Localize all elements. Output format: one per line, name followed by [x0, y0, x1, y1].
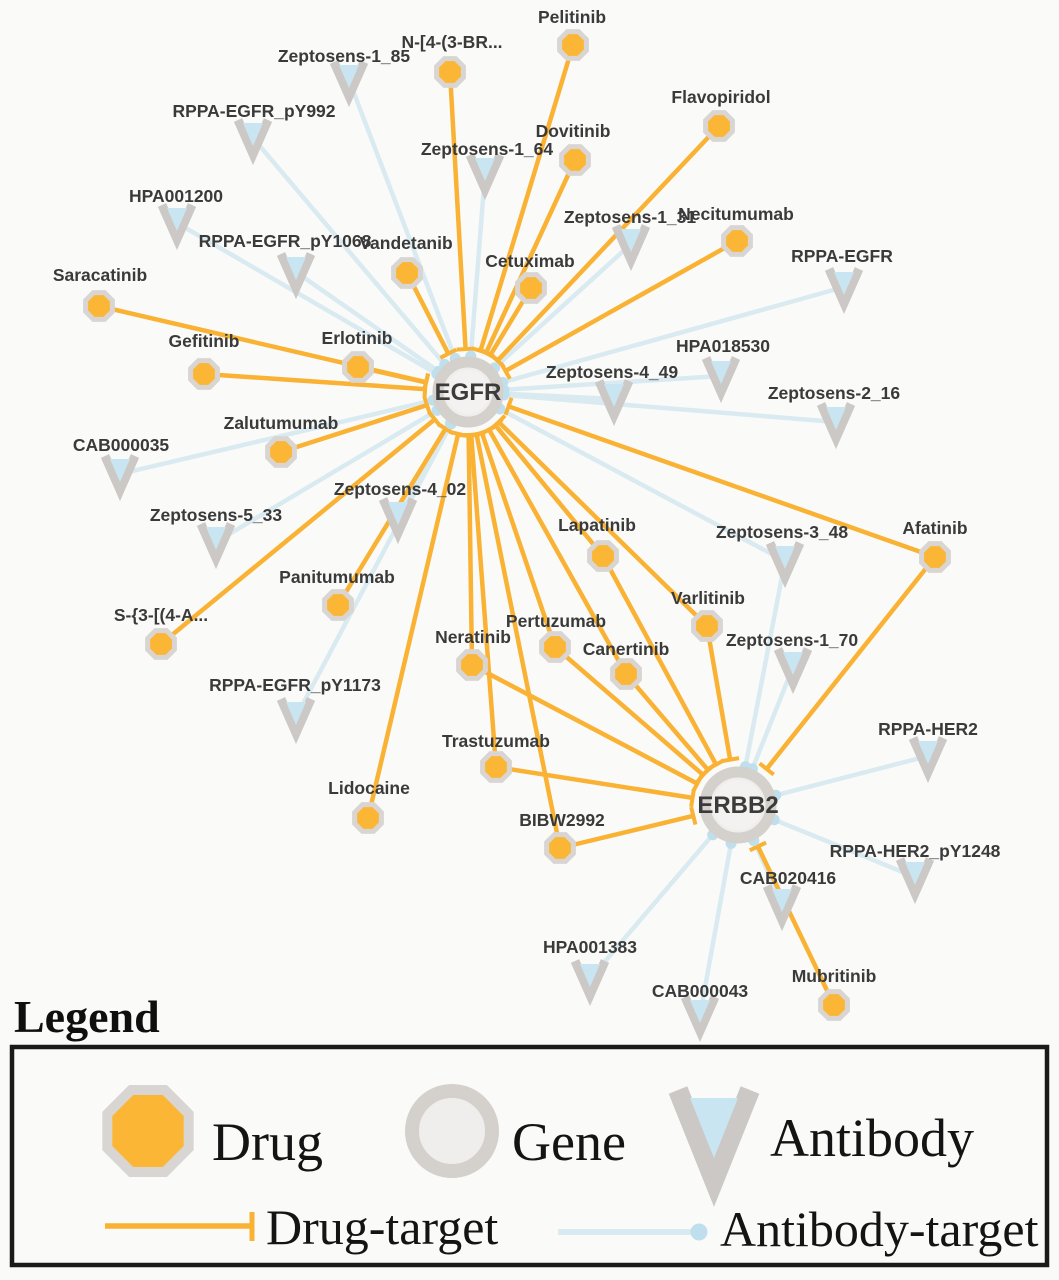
erlotinib-label: Erlotinib — [321, 328, 393, 348]
rppa_egfr_py1068-label: RPPA-EGFR_pY1068 — [198, 231, 372, 251]
legend-antibody-label: Antibody — [770, 1108, 975, 1168]
zeptosens_1_64-label: Zeptosens-1_64 — [420, 139, 554, 159]
node-flavopiridol — [706, 113, 733, 140]
pelitinib-drug-octagon — [560, 32, 587, 59]
trastuzumab-label: Trastuzumab — [442, 731, 550, 751]
dovitinib-label: Dovitinib — [535, 121, 611, 141]
cab000035-label: CAB000035 — [72, 435, 170, 455]
erbb2-label: ERBB2 — [697, 792, 779, 819]
bibw2992-label: BIBW2992 — [519, 810, 605, 830]
pelitinib-label: Pelitinib — [537, 7, 607, 27]
node-dovitinib — [562, 147, 589, 174]
mubritinib-label: Mubritinib — [791, 966, 877, 986]
s3_4a-drug-octagon — [148, 631, 175, 658]
node-vandetanib — [394, 260, 421, 287]
node-necitumumab — [724, 228, 751, 255]
rppa_egfr_py992-label: RPPA-EGFR_pY992 — [172, 101, 336, 121]
lapatinib-drug-octagon — [590, 543, 617, 570]
trastuzumab-drug-octagon — [483, 754, 510, 781]
lapatinib-label: Lapatinib — [558, 515, 636, 535]
antibody-target-dot-icon — [691, 1224, 708, 1241]
cetuximab-label: Cetuximab — [485, 251, 575, 271]
zeptosens_4_49-label: Zeptosens-4_49 — [545, 362, 679, 382]
n4_3br-drug-octagon — [437, 59, 464, 86]
canertinib-drug-octagon — [613, 661, 640, 688]
node-neratinib — [459, 652, 486, 679]
lidocaine-drug-octagon — [355, 805, 382, 832]
zeptosens_2_16-label: Zeptosens-2_16 — [767, 383, 901, 403]
varlitinib-label: Varlitinib — [671, 588, 745, 608]
zeptosens_4_02-label: Zeptosens-4_02 — [333, 479, 467, 499]
legend-gene-label: Gene — [512, 1112, 626, 1172]
panitumumab-label: Panitumumab — [279, 567, 395, 587]
node-mubritinib — [821, 992, 848, 1019]
node-canertinib — [613, 661, 640, 688]
neratinib-label: Neratinib — [435, 627, 511, 647]
zeptosens_1_85-label: Zeptosens-1_85 — [277, 46, 411, 66]
node-s3_4a — [148, 631, 175, 658]
cetuximab-drug-octagon — [518, 275, 545, 302]
necitumumab-label: Necitumumab — [678, 204, 794, 224]
node-bibw2992 — [547, 835, 574, 862]
pertuzumab-drug-octagon — [542, 634, 569, 661]
afatinib-label: Afatinib — [902, 518, 968, 538]
egfr-label: EGFR — [434, 379, 502, 406]
panitumumab-drug-octagon — [325, 592, 352, 619]
saracatinib-label: Saracatinib — [52, 265, 148, 285]
gefitinib-label: Gefitinib — [168, 331, 240, 351]
hpa001200-label: HPA001200 — [128, 186, 224, 206]
zalutumumab-drug-octagon — [268, 439, 295, 466]
zeptosens_1_70-label: Zeptosens-1_70 — [725, 630, 859, 650]
node-pertuzumab — [542, 634, 569, 661]
saracatinib-drug-octagon — [86, 293, 113, 320]
node-panitumumab — [325, 592, 352, 619]
canertinib-label: Canertinib — [582, 639, 670, 659]
erlotinib-drug-octagon — [345, 354, 372, 381]
neratinib-drug-octagon — [459, 652, 486, 679]
drug-octagon-icon — [107, 1090, 188, 1172]
zalutumumab-label: Zalutumumab — [223, 413, 339, 433]
mubritinib-drug-octagon — [821, 992, 848, 1019]
n4_3br-label: N-[4-(3-BR... — [401, 32, 503, 52]
node-varlitinib — [694, 613, 721, 640]
legend-drug-target-label: Drug-target — [266, 1199, 499, 1255]
gene-circle-icon — [412, 1091, 492, 1171]
cab020416-label: CAB020416 — [739, 868, 837, 888]
necitumumab-drug-octagon — [724, 228, 751, 255]
edge-trastuzumab-erbb2-tee — [691, 789, 694, 807]
rppa_egfr_py1173-label: RPPA-EGFR_pY1173 — [209, 675, 381, 695]
legend-drug-label: Drug — [212, 1112, 323, 1172]
hpa018530-label: HPA018530 — [675, 336, 771, 356]
legend-antibody-target-label: Antibody-target — [720, 1201, 1039, 1257]
rppa_her2-label: RPPA-HER2 — [878, 719, 978, 739]
node-saracatinib — [86, 293, 113, 320]
node-zalutumumab — [268, 439, 295, 466]
vandetanib-drug-octagon — [394, 260, 421, 287]
rppa_egfr-label: RPPA-EGFR — [791, 246, 893, 266]
pertuzumab-label: Pertuzumab — [505, 611, 607, 631]
flavopiridol-label: Flavopiridol — [671, 87, 771, 107]
varlitinib-drug-octagon — [694, 613, 721, 640]
rppa_her2_py1248-label: RPPA-HER2_pY1248 — [829, 841, 1001, 861]
node-lidocaine — [355, 805, 382, 832]
afatinib-drug-octagon — [922, 544, 949, 571]
node-pelitinib — [560, 32, 587, 59]
node-afatinib — [922, 544, 949, 571]
hpa001383-label: HPA001383 — [542, 937, 638, 957]
node-cetuximab — [518, 275, 545, 302]
zeptosens_3_48-label: Zeptosens-3_48 — [715, 522, 849, 542]
vandetanib-label: Vandetanib — [359, 233, 453, 253]
node-erlotinib — [345, 354, 372, 381]
node-n4_3br — [437, 59, 464, 86]
node-trastuzumab — [483, 754, 510, 781]
gefitinib-drug-octagon — [191, 361, 218, 388]
legend-title: Legend — [14, 991, 160, 1042]
lidocaine-label: Lidocaine — [328, 778, 410, 798]
dovitinib-drug-octagon — [562, 147, 589, 174]
bibw2992-drug-octagon — [547, 835, 574, 862]
node-gefitinib — [191, 361, 218, 388]
zeptosens_5_33-label: Zeptosens-5_33 — [149, 505, 283, 525]
s3_4a-label: S-{3-[(4-A... — [113, 605, 209, 625]
flavopiridol-drug-octagon — [706, 113, 733, 140]
cab000043-label: CAB000043 — [651, 981, 749, 1001]
zeptosens_1_31-label: Zeptosens-1_31 — [563, 207, 697, 227]
node-lapatinib — [590, 543, 617, 570]
